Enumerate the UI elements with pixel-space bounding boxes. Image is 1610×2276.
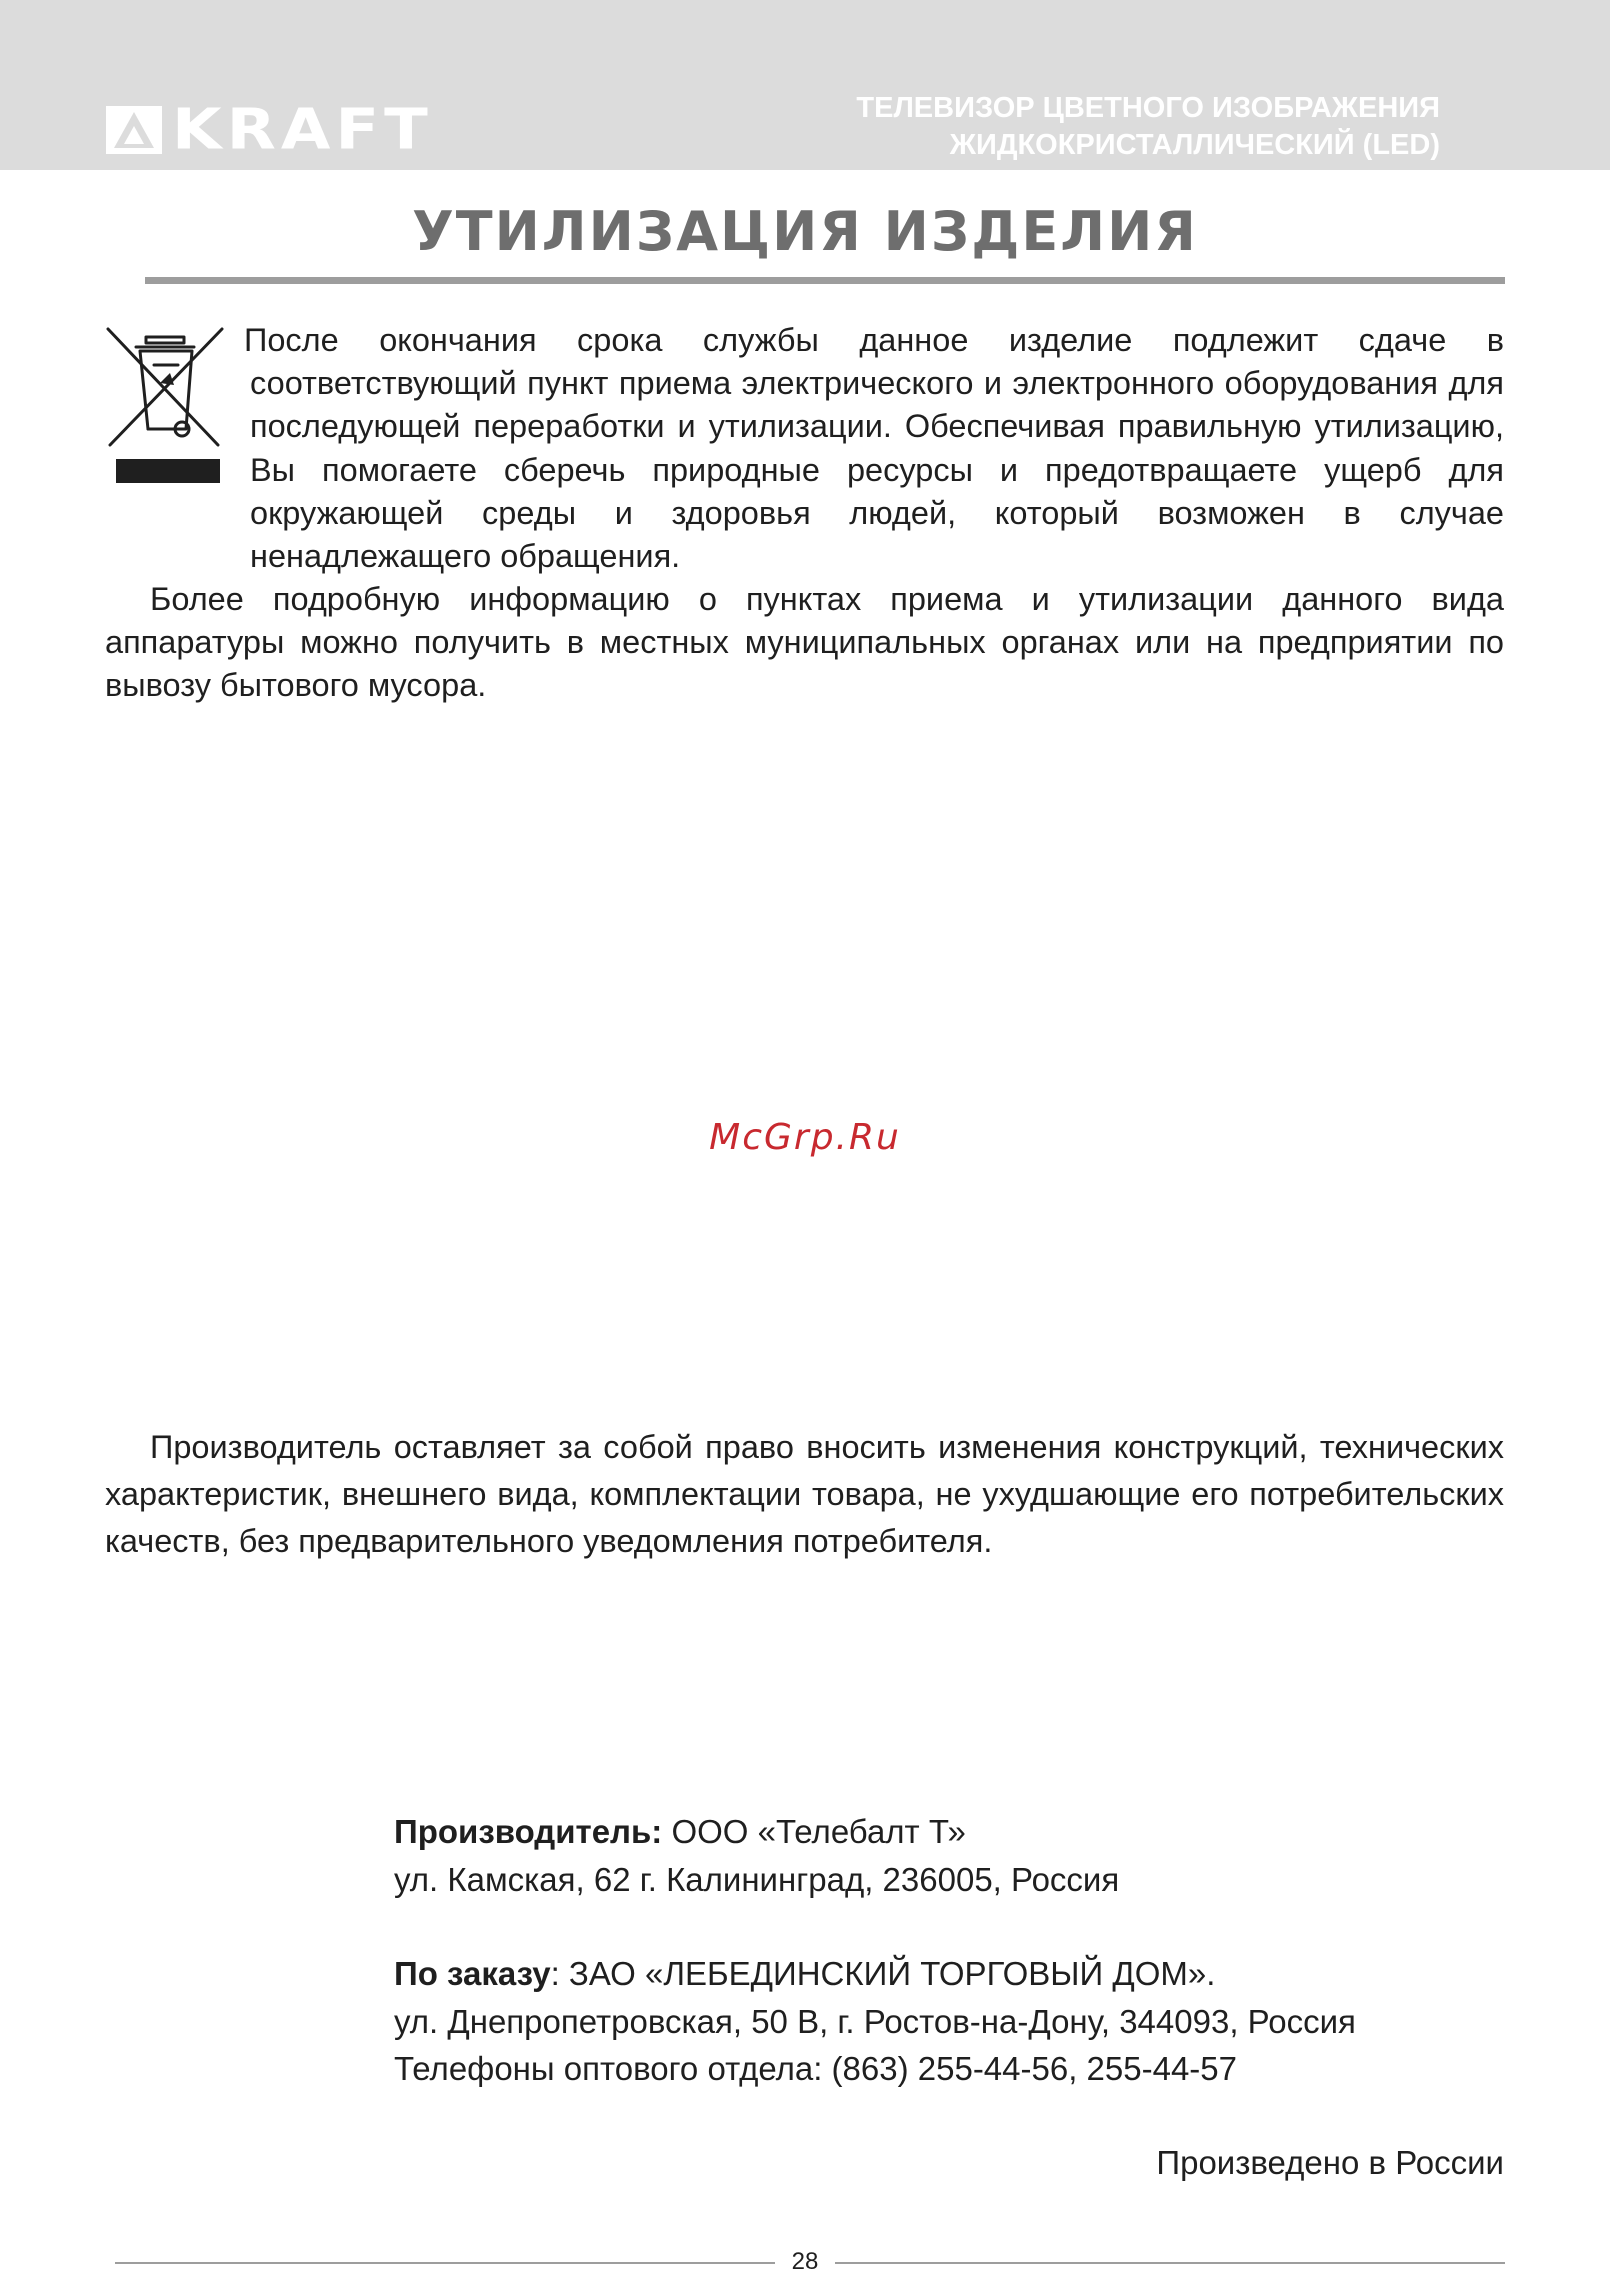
kraft-logo — [106, 97, 433, 163]
more-info-text: Более подробную информацию о пунктах приема и утилизации данного вида аппаратуры можно получить в местных муниципальных органах или на предприятии по вывозу бытового мусора. — [105, 581, 1504, 704]
brand-name: KRAFT — [172, 97, 433, 163]
order-line — [394, 1950, 1356, 1998]
header-subtitle-line2: ЖИДКОКРИСТАЛЛИЧЕСКИЙ (LED) — [949, 129, 1440, 161]
header-band — [0, 0, 1610, 170]
manufacturer-label: Производитель: — [394, 1813, 663, 1850]
manufacturer-line — [394, 1808, 1356, 1856]
watermark: McGrp.Ru — [709, 1117, 901, 1158]
header-subtitle-line1: ТЕЛЕВИЗОР ЦВЕТНОГО ИЗОБРАЖЕНИЯ — [856, 92, 1440, 124]
manufacturer-name: ООО «Телебалт Т» — [671, 1813, 966, 1850]
kraft-logo-icon — [106, 106, 162, 154]
header-subtitle — [856, 90, 1440, 164]
title-divider — [145, 277, 1505, 284]
manufacturer-address: ул. Камская, 62 г. Калининград, 236005, Россия — [394, 1860, 1120, 1898]
order-label: По заказу — [394, 1955, 551, 1992]
crossed-out-wheelie-bin-icon — [104, 325, 226, 490]
footer-rule-left — [115, 2262, 775, 2264]
order-phones: Телефоны оптового отдела: (863) 255-44-56, 255-44-57 — [394, 2050, 1237, 2087]
disclaimer-text: Производитель оставляет за собой право вносить изменения конструкций, технических характеристик, внешнего вида, комплектации товара, не ухудшающие его потребительских качеств, без предварительного уведомления потребителя. — [105, 1429, 1504, 1559]
page-title: УТИЛИЗАЦИЯ ИЗДЕЛИЯ — [412, 200, 1198, 263]
made-in-text: Произведено в России — [1156, 2144, 1504, 2181]
page-number: 28 — [791, 2248, 819, 2275]
spacer — [394, 1903, 1356, 1950]
footer-rule-right — [835, 2262, 1505, 2264]
manufacturer-block — [394, 1808, 1356, 2093]
order-name: : ЗАО «ЛЕБЕДИНСКИЙ ТОРГОВЫЙ ДОМ». — [550, 1955, 1216, 1992]
disposal-text: После окончания срока службы данное изделие подлежит сдаче в соответствующий пункт приема электрического и электронного оборудования для последующей переработки и утилизации. Обеспечивая правильную утилизацию, Вы помогаете сберечь природные ресурсы и предотвращаете ущерб для окружающей среды и здоровья людей, который возможен в случае ненадлежащего обращения. — [244, 322, 1504, 575]
order-address: ул. Днепропетровская, 50 В, г. Ростов-на-Дону, 344093, Россия — [394, 2002, 1356, 2040]
